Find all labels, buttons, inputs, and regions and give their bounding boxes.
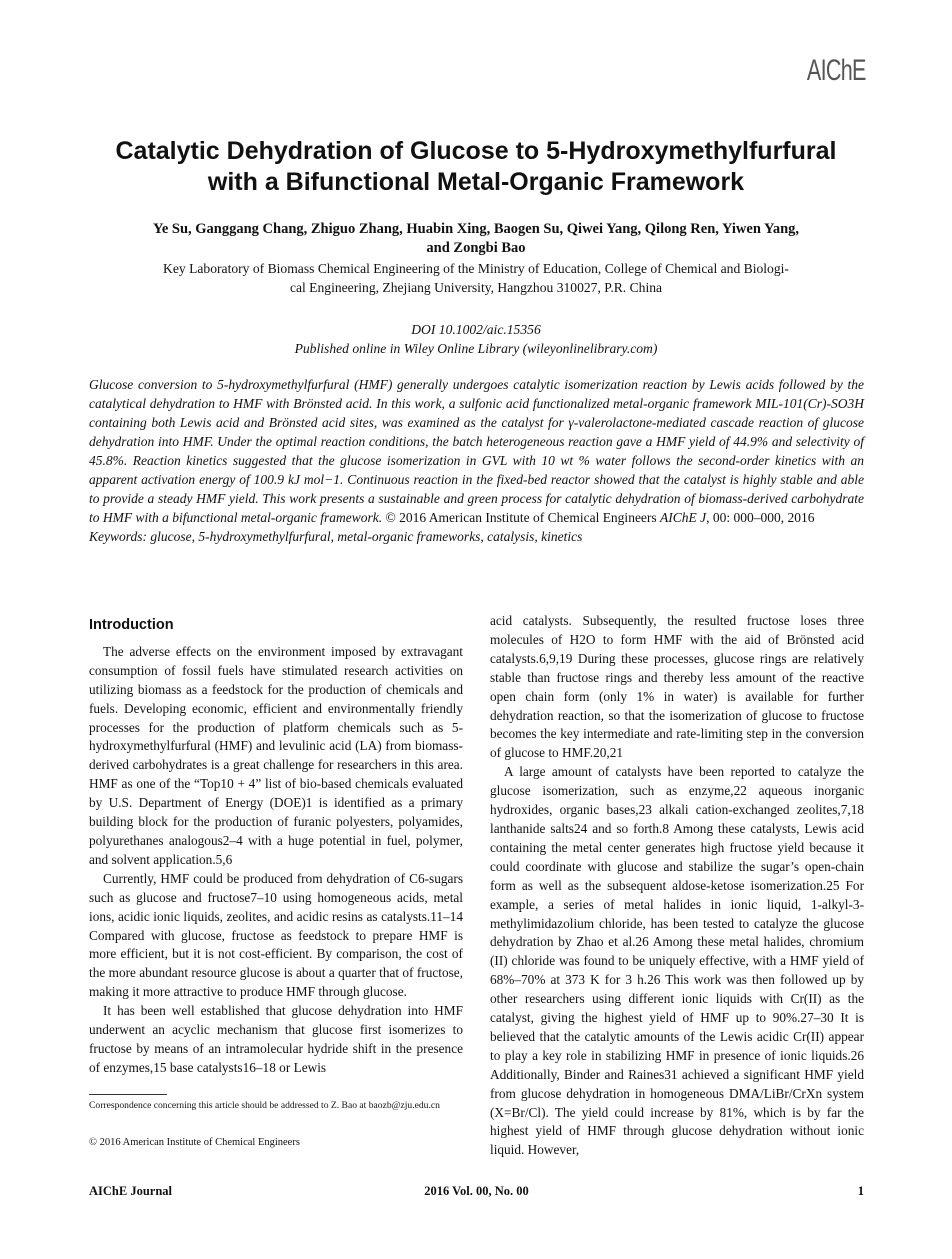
abstract-citation: , 00: 000–000, 2016	[706, 510, 815, 525]
abstract-text: Glucose conversion to 5-hydroxymethylfurfural (HMF) generally undergoes catalytic isomerization reaction by Lewis acids followed by the catalytical dehydration to HMF with Brönsted acid. In this work, a sulfonic acid functionalized metal-organic framework MIL-101(Cr)-SO3H containing both Lewis acid and Brönsted acid sites, was examined as the catalyst for γ-valerolactone-mediated cascade reaction of glucose dehydration into HMF. Under the optimal reaction conditions, the batch heterogeneous reaction gave a HMF yield of 44.9% and selectivity of 45.8%. Reaction kinetics suggested that the glucose isomerization in GVL with 10 wt % water follows the second-order kinetics with an apparent activation energy of 100.9 kJ mol−1. Continuous reaction in the fixed-bed reactor showed that the catalyst is highly stable and able to provide a steady HMF yield. This work presents a sustainable and green process for catalytic dehydration of biomass-derived carbohydrate to HMF with a bifunctional metal-organic framework.	[89, 377, 864, 525]
journal-logo: AIChE	[807, 54, 866, 87]
abstract-copyright: © 2016 American Institute of Chemical Engineers	[385, 510, 657, 525]
author-list	[100, 220, 852, 258]
abstract-journal: AIChE J	[660, 510, 707, 525]
footer-journal: AIChE Journal	[89, 1184, 173, 1198]
footer-issue: 2016 Vol. 00, No. 00	[424, 1184, 529, 1198]
published-online: Published online in Wiley Online Library (wileyonlinelibrary.com)	[294, 341, 658, 356]
page-number: 1	[857, 1184, 864, 1198]
publication-info	[100, 320, 852, 358]
section-heading-introduction: Introduction	[89, 617, 174, 633]
title-line-1: Catalytic Dehydration of Glucose to 5-Hydroxymethylfurfural	[115, 137, 837, 165]
keywords: Keywords: glucose, 5-hydroxymethylfurfural, metal-organic frameworks, catalysis, kinetics	[89, 529, 583, 544]
affiliation-line-2: cal Engineering, Zhejiang University, Hangzhou 310027, P.R. China	[289, 280, 663, 295]
abstract	[89, 375, 864, 546]
affiliation-line-1: Key Laboratory of Biomass Chemical Engineering of the Ministry of Education, College of Chemical and Biologi-	[163, 261, 789, 276]
authors-line-1: Ye Su, Ganggang Chang, Zhiguo Zhang, Huabin Xing, Baogen Su, Qiwei Yang, Qilong Ren, Yiwen Yang,	[152, 221, 800, 237]
paragraph: The adverse effects on the environment imposed by extravagant consumption of fossil fuels have stimulated research activities on utilizing biomass as a feedstock for the production of chemicals and fuels. Developing economic, efficient and environmentally friendly processes for the production of platform chemicals such as 5-hydroxymethylfurfural (HMF) and levulinic acid (LA) from biomass-derived carbohydrates is a great challenge for researchers in this area. HMF as one of the “Top10 + 4” list of bio-based chemicals evaluated by U.S. Department of Energy (DOE)1 is identified as a primary building block for the production of furanic polyesters, polyamides, polyurethanes analogous2–4 with a huge potential in fuel, polymer, and solvent application.5,6	[89, 643, 463, 867]
paragraph: acid catalysts. Subsequently, the resulted fructose loses three molecules of H2O to form HMF with the aid of Brönsted acid catalysts.6,9,19 During these processes, glucose rings are relatively stable than fructose rings and thereby less amount of the reactive open chain form (only 1% in water) is available for further dehydration reaction, so that the isomerization of glucose to fructose becomes the key intermediate and rate-limiting step in the conversion of glucose to HMF.20,21	[490, 613, 864, 761]
paper-title	[60, 136, 892, 198]
correspondence-footnote: Correspondence concerning this article should be addressed to Z. Bao at baozb@zju.edu.cn	[89, 1100, 440, 1111]
paragraph: Currently, HMF could be produced from dehydration of C6-sugars such as glucose and fructose7–10 using homogeneous acids, metal ions, acidic ionic liquids, zeolites, and acidic resins as catalysts.11–14 Compared with glucose, fructose as feedstock to prepare HMF is more efficient, but it is not cost-efficient. By comparison, the cost of the more abundant resource glucose is about a quarter that of fructose, making it more attractive to produce HMF through glucose.	[89, 870, 463, 1000]
copyright-notice: © 2016 American Institute of Chemical Engineers	[89, 1137, 300, 1148]
affiliation	[110, 259, 842, 297]
paragraph: It has been well established that glucose dehydration into HMF underwent an acyclic mechanism that glucose first isomerizes to fructose by means of an intramolecular hydride shift in the presence of enzymes,15 base catalysts16–18 or Lewis	[89, 1003, 463, 1075]
left-column	[89, 616, 463, 1078]
right-column	[490, 612, 864, 1160]
paragraph: A large amount of catalysts have been reported to catalyze the glucose isomerization, such as enzyme,22 aqueous inorganic hydroxides, organic bases,23 alkali cation-exchanged zeolites,7,18 lanthanide salts24 and so forth.8 Among these catalysts, Lewis acid containing the metal center generates high fructose yield because it could coordinate with glucose and stabilize the sugar’s open-chain form as well as the subsequent aldose-ketose isomerization.25 For example, a series of metal halides in ionic liquid, 1-alkyl-3-methylimidazolium chloride, has been tested to catalyze the glucose dehydration by Zhao et al.26 Among these metal halides, chromium (II) chloride was found to be uniquely effective, with a HMF yield of 68%–70% at 373 K for 3 h.26 This work was then followed up by other researchers using different ionic liquids with Cr(II) as the catalyst, giving the highest yield of HMF up to 90%.27–30 It is believed that the catalytic amounts of the Lewis acidic Cr(II) appear to play a key role in stabilizing HMF in presence of ionic liquids.26 Additionally, Binder and Raines31 achieved a significant HMF yield from glucose dehydration in homogeneous DMA/LiBr/CrXn system (X=Br/Cl). The yield could increase by 81%, which is by far the highest yield of HMF through glucose dehydration without ionic liquid. However,	[490, 764, 864, 1158]
authors-line-2: and Zongbi Bao	[426, 240, 526, 256]
title-line-2: with a Bifunctional Metal-Organic Framework	[207, 168, 745, 196]
doi: DOI 10.1002/aic.15356	[411, 322, 541, 337]
footnote-divider	[89, 1094, 167, 1095]
